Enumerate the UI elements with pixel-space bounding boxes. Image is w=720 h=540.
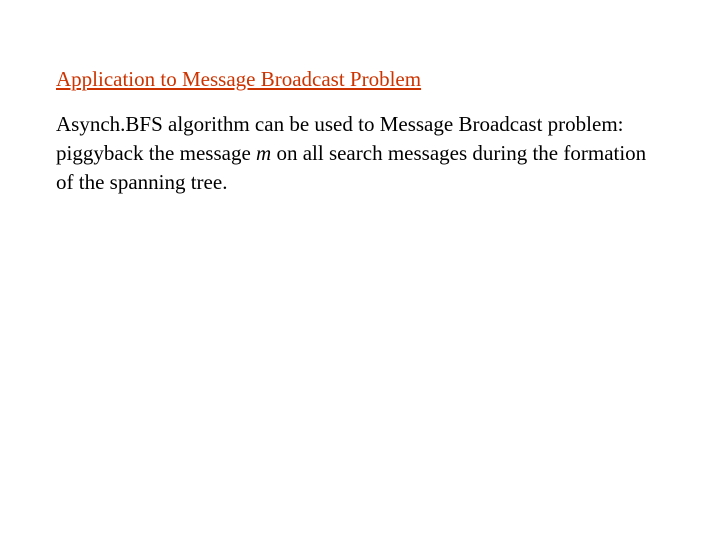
body-text-start: Asynch.BFS algorithm can be used to Message Broadcast problem: piggyback the message [56, 112, 624, 165]
slide-title: Application to Message Broadcast Problem [56, 67, 422, 91]
slide-body [56, 110, 656, 197]
body-text-end: on all search messages during the formation of the spanning tree. [56, 141, 647, 194]
message-variable: m [256, 141, 272, 165]
